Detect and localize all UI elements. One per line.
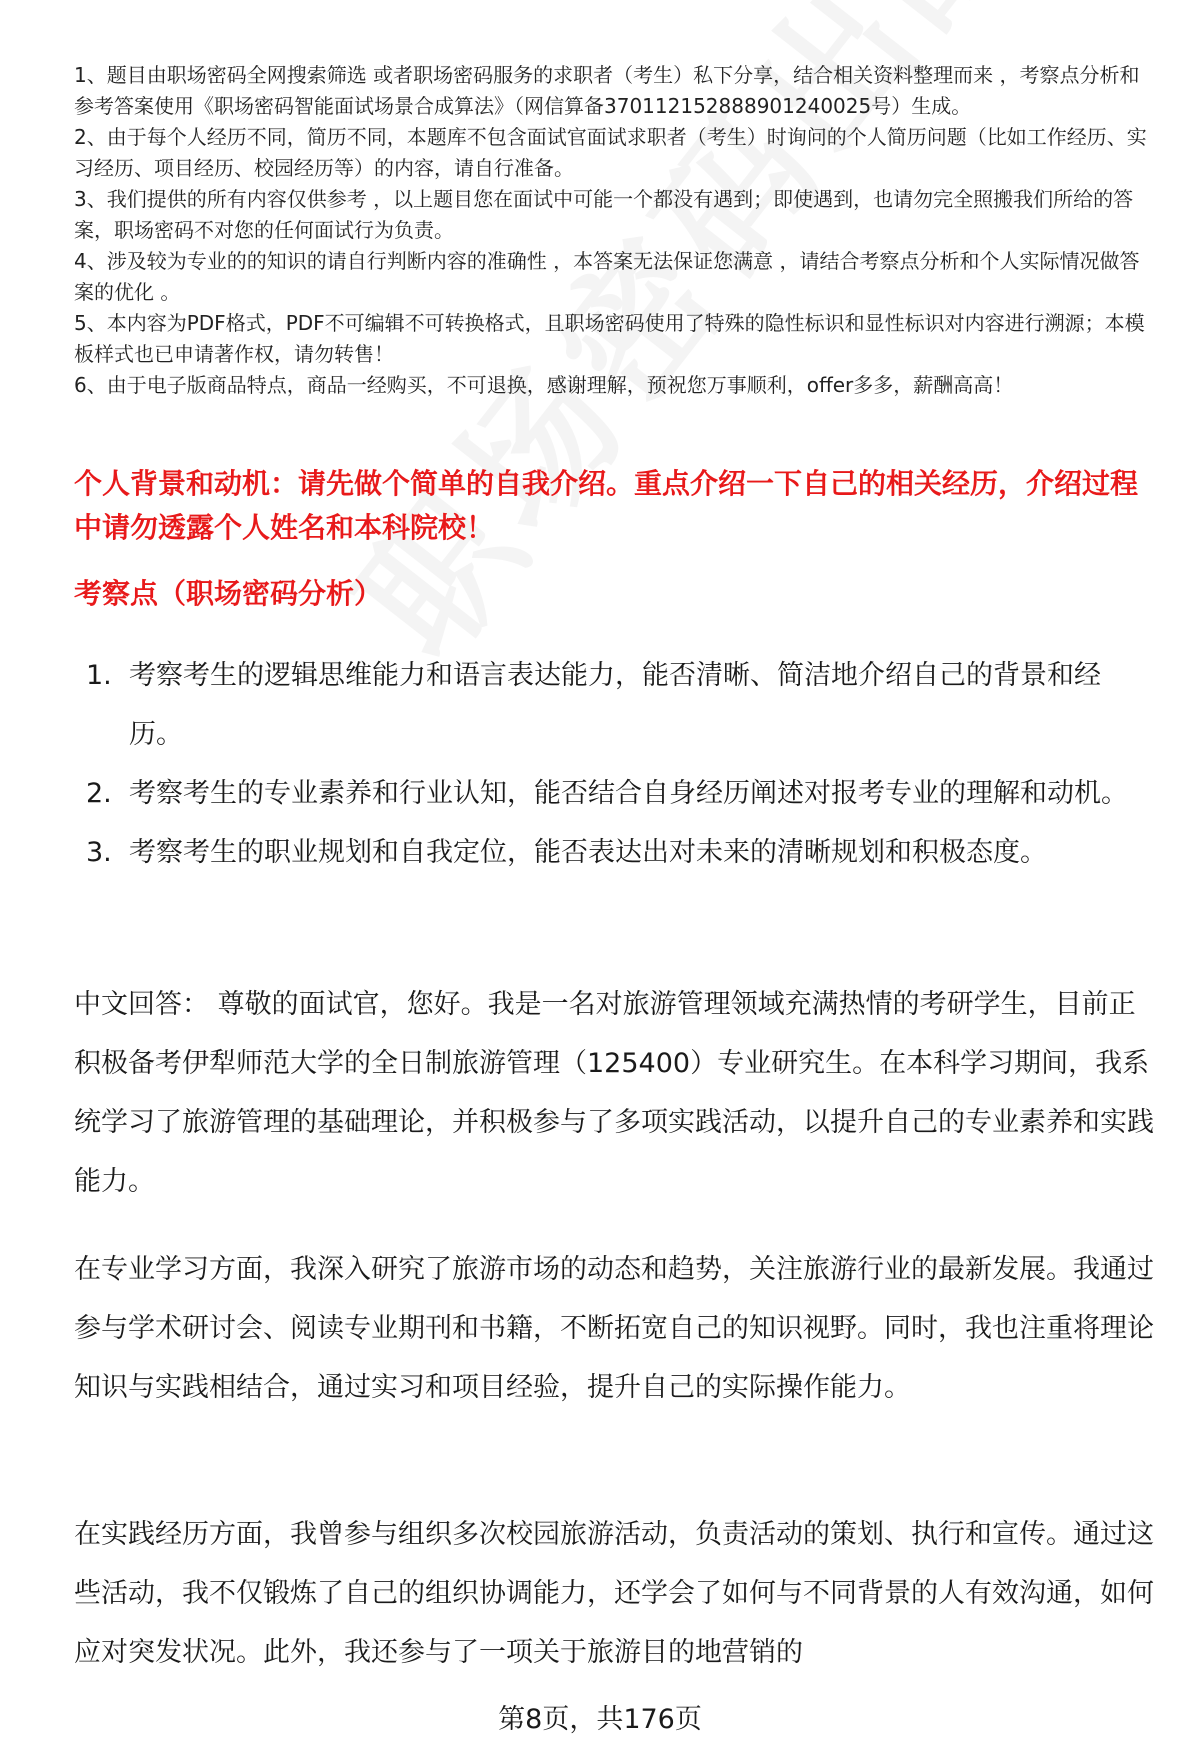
list-item: [74, 764, 1154, 823]
answer-paragraph: 在实践经历方面，我曾参与组织多次校园旅游活动，负责活动的策划、执行和宣传。通过这些活动，我不仅锻炼了自己的组织协调能力，还学会了如何与不同背景的人有效沟通，如何应对突发状况。此外，我还参与了一项关于旅游目的地营销的: [74, 1519, 1154, 1668]
list-item: [74, 823, 1154, 882]
list-text: 考察考生的专业素养和行业认知，能否结合自身经历阐述对报考专业的理解和动机。: [129, 778, 1128, 809]
question-heading: 个人背景和动机：请先做个简单的自我介绍。重点介绍一下自己的相关经历，介绍过程中请勿透露个人姓名和本科院校！: [74, 467, 1139, 544]
page-number: 第8页，共176页: [498, 1704, 702, 1735]
disclaimer-notes: [74, 60, 1154, 401]
note-item: 4、涉及较为专业的的知识的请自行判断内容的准确性 ，本答案无法保证您满意 ，请结合考察点分析和个人实际情况做答案的优化 。: [74, 249, 1140, 304]
list-text: 考察考生的职业规划和自我定位，能否表达出对未来的清晰规划和积极态度。: [129, 837, 1047, 868]
list-number: 2.: [86, 778, 112, 809]
answer-paragraph: 在专业学习方面，我深入研究了旅游市场的动态和趋势，关注旅游行业的最新发展。我通过参与学术研讨会、阅读专业期刊和书籍，不断拓宽自己的知识视野。同时，我也注重将理论知识与实践相结合，通过实习和项目经验，提升自己的实际操作能力。: [74, 1254, 1154, 1403]
list-text: 考察考生的逻辑思维能力和语言表达能力，能否清晰、简洁地介绍自己的背景和经历。: [129, 660, 1101, 750]
list-item: [74, 646, 1154, 764]
note-item: 2、由于每个人经历不同，简历不同，本题库不包含面试官面试求职者（考生）时询问的个人简历问题（比如工作经历、实习经历、项目经历、校园经历等）的内容，请自行准备。: [74, 125, 1147, 180]
points-heading: 考察点（职场密码分析）: [74, 577, 383, 610]
assessment-points: [74, 646, 1154, 882]
answer-paragraph: 中文回答： 尊敬的面试官，您好。我是一名对旅游管理领域充满热情的考研学生，目前正积极备考伊犁师范大学的全日制旅游管理（125400）专业研究生。在本科学习期间，我系统学习了旅游管理的基础理论，并积极参与了多项实践活动，以提升自己的专业素养和实践能力。: [74, 989, 1154, 1197]
note-item: 5、本内容为PDF格式，PDF不可编辑不可转换格式，且职场密码使用了特殊的隐性标识和显性标识对内容进行溯源；本模板样式也已申请著作权，请勿转售！: [74, 311, 1145, 366]
list-number: 1.: [86, 660, 112, 691]
note-item: 3、我们提供的所有内容仅供参考 ，以上题目您在面试中可能一个都没有遇到；即使遇到，也请勿完全照搬我们所给的答案，职场密码不对您的任何面试行为负责。: [74, 187, 1134, 242]
note-item: 1、题目由职场密码全网搜索筛选 或者职场密码服务的求职者（考生）私下分享，结合相关资料整理而来 ，考察点分析和参考答案使用《职场密码智能面试场景合成算法》（网信算备370112152888901240025号）生成。: [74, 63, 1140, 118]
list-number: 3.: [86, 837, 112, 868]
note-item: 6、由于电子版商品特点，商品一经购买，不可退换，感谢理解，预祝您万事顺利，offer多多，薪酬高高！: [74, 373, 1014, 397]
